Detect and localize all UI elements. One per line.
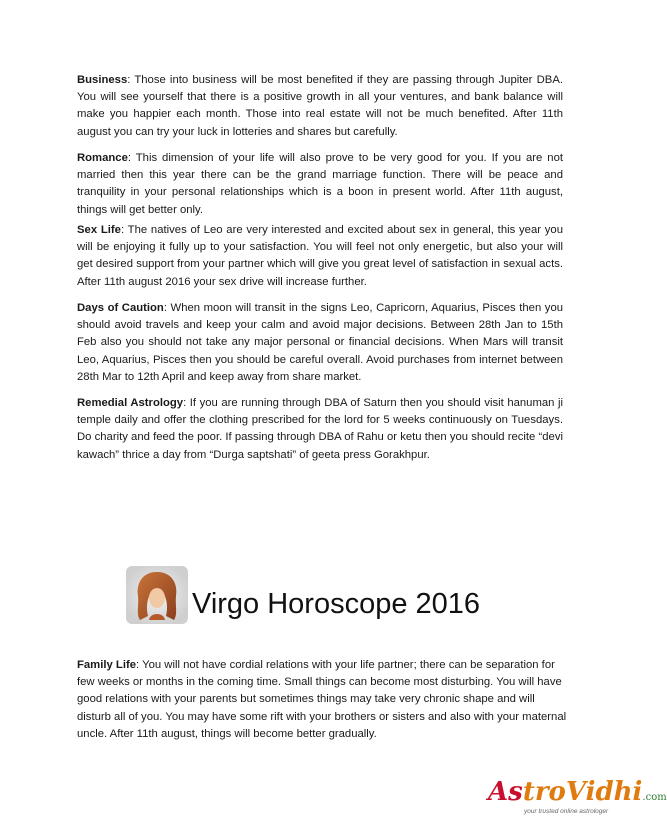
logo-part1: As <box>488 777 523 807</box>
business-label: Business <box>77 74 128 86</box>
family-life-label: Family Life <box>77 659 137 671</box>
astrovidhi-logo <box>480 775 667 821</box>
romance-paragraph <box>77 150 563 219</box>
business-paragraph <box>77 72 563 141</box>
remedial-astrology-paragraph <box>77 395 563 464</box>
virgo-heading-block <box>122 562 542 632</box>
sex-life-label: Sex Life <box>77 224 121 236</box>
days-of-caution-text: : When moon will transit in the signs Leo, Capricorn, Aquarius, Pisces then you should avoid travels and keep your calm and avoid major decisions. Between 28th Jan to 15th Feb also you should not take any major personal or financial decisions. When Mars will transit Leo, Aquarius, Pisces then you should be careful overall. Avoid purchases from internet between 28th Mar to 12th April and keep away from share market. <box>77 302 564 383</box>
romance-text: : This dimension of your life will also prove to be very good for you. If you are not married then this year there can be the grand marriage function. There will be peace and tranquility in your personal relationships which is a boon in present world. After 11th august, things will get better only. <box>77 152 563 216</box>
romance-label: Romance <box>77 152 128 164</box>
days-of-caution-paragraph <box>77 300 563 386</box>
family-life-paragraph <box>77 657 569 743</box>
sex-life-paragraph <box>77 222 563 291</box>
logo-wordmark <box>488 777 667 807</box>
sex-life-text: : The natives of Leo are very interested and excited about sex in general, this year you will be enjoying it fully up to your satisfaction. You will feel not only energetic, but also your will get desired support from your partner which will give you great level of satisfaction in sexual acts. After 11th august 2016 your sex drive will increase further. <box>77 224 564 288</box>
remedial-astrology-text: : If you are running through DBA of Saturn then you should visit hanuman ji temple daily and offer the clothing prescribed for the lord for 5 weeks continuously on Tuesdays. Do charity and feed the poor. If passing through DBA of Rahu or ketu then you should recite “devi kawach” thrice a day from “Durga saptshati” of geeta press Gorakhpur. <box>77 397 564 461</box>
family-life-text: : You will not have cordial relations with your life partner; there can be separation for few weeks or months in the coming time. Small things can become most disturbing. You will have good relations with your parents but sometimes things may take very chronic shape and will disturb all of you. You may have some rift with your brothers or sisters and also with your maternal uncle. After 11th august, things will become better gradually. <box>77 659 567 740</box>
page-title: Virgo Horoscope 2016 <box>192 588 481 620</box>
logo-suffix: .com <box>642 792 667 803</box>
logo-tagline: your trusted online astrologer <box>524 808 609 815</box>
logo-part2: troVidhi <box>522 777 643 807</box>
remedial-astrology-label: Remedial Astrology <box>77 397 184 409</box>
business-text: : Those into business will be most benefited if they are passing through Jupiter DBA. You will see yourself that there is a positive growth in all your ventures, and bank balance will make you happier each month. Those into real estate will not be much benefited. After 11th august you can try your luck in lotteries and shares but carefully. <box>77 74 563 138</box>
days-of-caution-label: Days of Caution <box>77 302 164 314</box>
virgo-maiden-icon <box>122 562 192 628</box>
